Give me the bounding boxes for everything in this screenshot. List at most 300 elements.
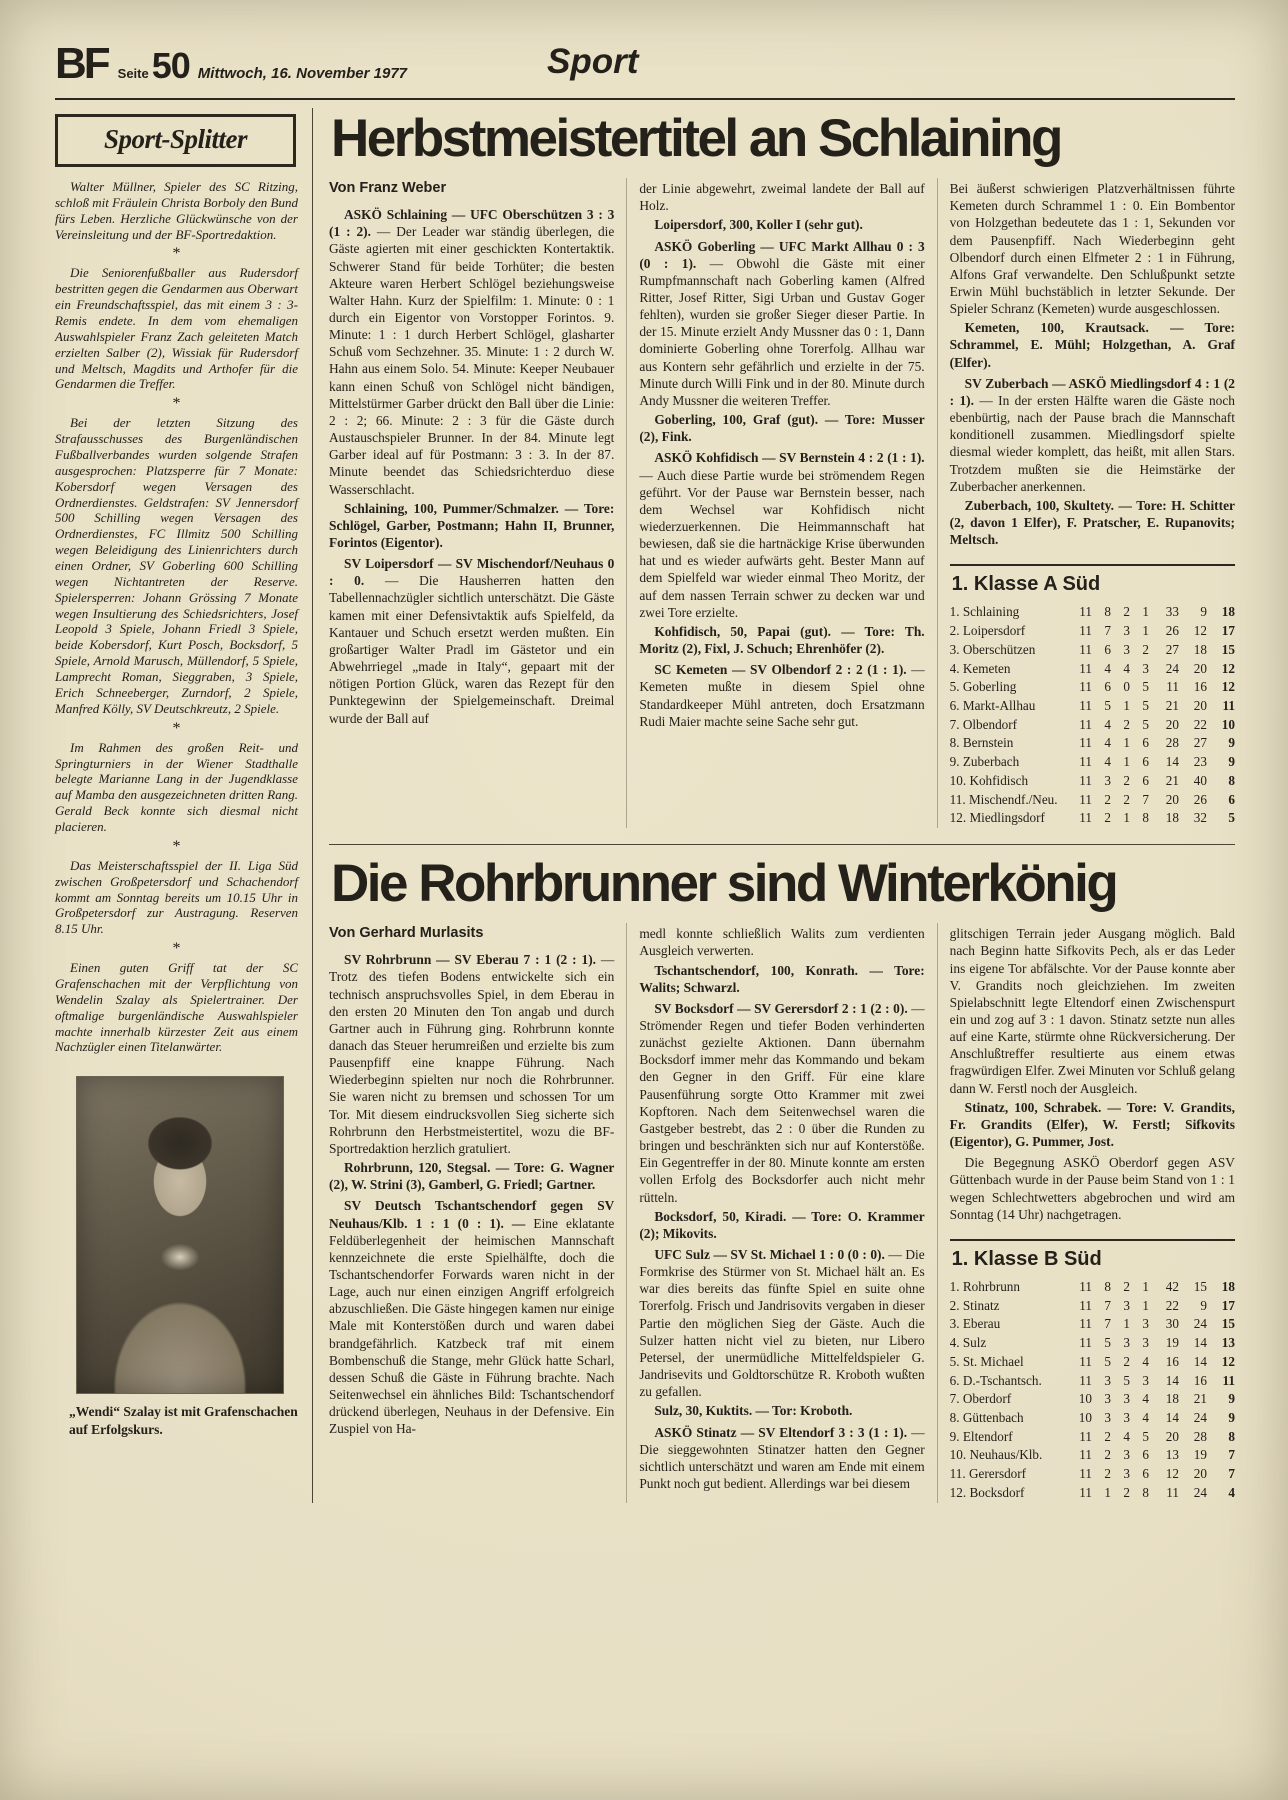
report-paragraph xyxy=(329,1159,614,1193)
stat-points: 11 xyxy=(1222,698,1235,713)
table-row xyxy=(950,1390,1235,1409)
stat-games: 11 xyxy=(1079,660,1092,676)
stat-points: 10 xyxy=(1221,716,1235,732)
section-title: Sport xyxy=(547,42,639,81)
match-lead: SV Bocksdorf — SV Gerersdorf 2 : 1 (2 : 0). xyxy=(654,1000,908,1016)
stat-points: 9 xyxy=(1228,754,1235,770)
stat-goals-against: 18 xyxy=(1193,641,1207,657)
stat-goals-for: 18 xyxy=(1165,810,1179,826)
stat-draws: 1 xyxy=(1123,754,1130,770)
match-text: — Kemeten mußte in diesem Spiel ohne Standardkeeper Mühl antreten, doch Ersatzmann Rudi Maier machte seine Sache sehr gut. xyxy=(639,662,925,729)
report-paragraph xyxy=(950,925,1235,1097)
stat-points: 12 xyxy=(1221,660,1235,676)
stat-games: 11 xyxy=(1079,1316,1092,1332)
report-paragraph xyxy=(639,661,924,730)
stat-draws: 2 xyxy=(1123,604,1130,620)
report-paragraph xyxy=(950,1154,1235,1223)
report-paragraph xyxy=(950,180,1235,317)
team-name: 10. Kohfidisch xyxy=(949,772,1029,788)
table-row xyxy=(950,772,1235,791)
stat-goals-for: 28 xyxy=(1165,735,1179,751)
team-name: 7. Oberdorf xyxy=(949,1391,1012,1407)
article1-col2 xyxy=(626,178,936,828)
stat-games: 11 xyxy=(1079,641,1092,657)
match-text: — Die Formkrise des Stürmer von St. Michael hält an. Es war dies bereits das fünfte Spiel en suite ohne Torerfolg. Frisch und Jandrisovits vergaben in dieser Partie den möglichen Sieg der Gäste. Auch die Sulzer hatten nicht viel zu bieten, nur Libero Petersel, der unermüdliche Mittelfeldspieler G. Jandrisevits und Goldtorschütze R. Kroboth wußten zu gefallen. xyxy=(639,1247,925,1400)
stat-losses: 1 xyxy=(1142,623,1149,639)
stat-losses: 4 xyxy=(1142,1353,1149,1369)
table-row xyxy=(950,1428,1235,1447)
splitter-paragraph: Im Rahmen des großen Reit- und Springturniers in der Wiener Stadthalle belegte Marianne Lang in der Jugendklasse auf Mamba den ausgezeichneten dritten Rang. Gerald Beck konnte sich diesmal nicht placieren. xyxy=(55,739,298,834)
stat-losses: 5 xyxy=(1142,1428,1149,1444)
stat-goals-for: 14 xyxy=(1165,1372,1179,1388)
table-row xyxy=(950,660,1235,679)
match-lead: ASKÖ Stinatz — SV Eltendorf 3 : 3 (1 : 1). xyxy=(654,1424,908,1440)
stat-points: 15 xyxy=(1221,1316,1235,1332)
match-text: Schlaining, 100, Pummer/Schmalzer. — Tore: Schlögel, Garber, Postmann; Hahn II, Brunner, Forintos (Eigentor). xyxy=(329,500,615,551)
stat-goals-for: 21 xyxy=(1165,772,1179,788)
team-name: 5. Goberling xyxy=(949,679,1017,695)
stat-losses: 6 xyxy=(1142,735,1149,751)
stat-draws: 4 xyxy=(1123,1428,1130,1444)
stat-draws: 3 xyxy=(1123,1409,1130,1425)
team-name: 12. Miedlingsdorf xyxy=(949,810,1045,826)
stat-goals-for: 24 xyxy=(1165,660,1179,676)
stat-goals-for: 18 xyxy=(1165,1391,1179,1407)
team-name: 9. Zuberbach xyxy=(949,754,1020,770)
match-text: — Der Leader war ständig überlegen, die Gäste agierten mit einer geschickten Kontertaktik. Schwerer Stand für beide Torhüter; die besten Akteure waren Herbert Schlögel beziehungsweise Walter Hahn. Kurz der Spielfilm: 1. Minute: 0 : 1 durch ein Eigentor von Vorstopper Forintos. 9. Minute: 1 : 1 durch Herbert Schlögel, glasharter Schuß vom Sechzehner. 35. Minute: 1 : 2 durch W. Hahn aus einem Solo. 54. Minute: Keeper Neubauer kann einen Schuß von Schlögel nicht bändigen, Mittelstürmer Garber drückt den Ball über die Linie: 2 : 2; 66. Minute: 2 : 3 für die Gäste durch Austauschspieler Brunner. In der 84. Minute legt Garber ideal auf für Postmann: 3 : 3. In der 87. Minute beendet das Schiedsrichterduo diese Wasserschlacht. xyxy=(329,224,615,497)
stat-wins: 3 xyxy=(1104,772,1111,788)
stat-goals-against: 27 xyxy=(1193,735,1207,751)
team-name: 3. Eberau xyxy=(949,1316,1001,1332)
team-name: 5. St. Michael xyxy=(949,1353,1024,1369)
stat-draws: 2 xyxy=(1123,1353,1130,1369)
splitter-paragraph: Das Meisterschaftsspiel der II. Liga Süd zwischen Großpetersdorf und Schachendorf kommt am Sonntag bereits um 10.15 Uhr in Großpetersdorf zur Austragung. Reserven 8.15 Uhr. xyxy=(55,857,298,937)
stat-goals-against: 9 xyxy=(1200,604,1207,620)
splitter-paragraph: Walter Müllner, Spieler des SC Ritzing, schloß mit Fräulein Christa Borboly den Bund fürs Leben. Herzliche Glückwünsche von der Vereinsleitung und der BF-Sportredaktion. xyxy=(55,179,298,242)
team-name: 9. Eltendorf xyxy=(949,1428,1013,1444)
stat-draws: 2 xyxy=(1123,772,1130,788)
stat-wins: 8 xyxy=(1104,1278,1111,1294)
team-name: 6. Markt-Allhau xyxy=(949,698,1036,713)
match-text: Stinatz, 100, Schrabek. — Tore: V. Grandits, Fr. Grandits (Elfer), W. Ferstl; Sifkovits (Eigentor), G. Pummer, Jost. xyxy=(949,1099,1235,1150)
match-text: Zuberbach, 100, Skultety. — Tore: H. Schitter (2, davon 1 Elfer), F. Pratscher, E. Rupanovits; Meltsch. xyxy=(949,497,1235,548)
team-name: 7. Olbendorf xyxy=(949,716,1018,732)
stat-draws: 2 xyxy=(1123,791,1130,807)
team-name: 11. Gerersdorf xyxy=(949,1466,1027,1482)
stat-losses: 6 xyxy=(1142,754,1149,770)
table-row xyxy=(950,603,1235,622)
team-name: 10. Neuhaus/Klb. xyxy=(949,1447,1043,1463)
report-paragraph xyxy=(329,1197,614,1437)
separator-star: * xyxy=(172,245,181,263)
stat-points: 8 xyxy=(1228,772,1235,788)
stat-games: 11 xyxy=(1079,810,1092,826)
table-row xyxy=(950,1484,1235,1503)
report-paragraph xyxy=(329,951,614,1157)
stat-points: 12 xyxy=(1221,679,1235,695)
table-row xyxy=(950,1278,1235,1297)
stat-games: 11 xyxy=(1079,623,1092,639)
masthead xyxy=(55,34,1235,100)
match-text: Rohrbrunn, 120, Stegsal. — Tore: G. Wagner (2), W. Strini (3), Gamberl, G. Friedl; Gartner. xyxy=(329,1160,615,1193)
page-number: 50 xyxy=(151,45,190,86)
stat-wins: 6 xyxy=(1104,641,1111,657)
stat-wins: 1 xyxy=(1104,1484,1111,1500)
match-text: Goberling, 100, Graf (gut). — Tore: Musser (2), Fink. xyxy=(639,412,925,445)
report-paragraph xyxy=(639,962,924,996)
match-text: — Obwohl die Gäste mit einer Rumpfmannschaft nach Goberling kamen (Alfred Ritter, Josef Ritter, Sigi Urban und Gustav Goger fehlten), wurden sie großer Sieger dieser Partie. In der 15. Minute erzielt Andy Mussner das 0 : 1, Dann dominierte Goberling ohne Torerfolg. Allhau war aus Kontern sehr gefährlich und erzielte in der 75. Minute durch Willi Fink und in der 80. Minute durch Andy Mussner die weiteren Treffer. xyxy=(639,255,925,408)
match-lead: ASKÖ Kohfidisch — SV Bernstein 4 : 2 (1 : 1). xyxy=(654,450,925,466)
stat-points: 18 xyxy=(1221,604,1235,620)
stat-goals-against: 28 xyxy=(1193,1428,1207,1444)
stat-games: 11 xyxy=(1079,679,1092,695)
page-content xyxy=(55,108,1235,1503)
edition-date: Mittwoch, 16. November 1977 xyxy=(197,65,408,82)
match-text: Sulz, 30, Kuktits. — Tor: Kroboth. xyxy=(654,1403,853,1419)
match-text: Kohfidisch, 50, Papai (gut). — Tore: Th. Moritz (2), Fixl, J. Schuch; Ehrenhöfer (2). xyxy=(639,623,925,657)
table-row xyxy=(950,1446,1235,1465)
stat-losses: 1 xyxy=(1142,604,1149,620)
article2-col2 xyxy=(626,923,936,1502)
report-paragraph xyxy=(329,500,614,551)
separator-star: * xyxy=(172,940,181,958)
stat-losses: 6 xyxy=(1142,1447,1149,1463)
stat-goals-for: 21 xyxy=(1165,698,1179,713)
stat-losses: 1 xyxy=(1142,1297,1149,1313)
stat-draws: 2 xyxy=(1123,716,1130,732)
stat-wins: 2 xyxy=(1104,1447,1111,1463)
stat-points: 9 xyxy=(1228,1409,1235,1425)
stat-goals-against: 24 xyxy=(1193,1409,1207,1425)
article1-col1 xyxy=(329,178,626,828)
page-label: Seite xyxy=(117,66,149,81)
report-paragraph xyxy=(329,555,614,727)
table-row xyxy=(950,1297,1235,1316)
table-row xyxy=(950,1409,1235,1428)
stat-losses: 3 xyxy=(1142,1372,1149,1388)
article2-byline: Von Gerhard Murlasits xyxy=(329,925,484,942)
article-herbstmeistertitel xyxy=(329,109,1235,828)
report-paragraph xyxy=(639,1424,924,1493)
table-row xyxy=(950,791,1235,810)
report-paragraph xyxy=(639,180,924,214)
table-row xyxy=(950,1334,1235,1353)
stat-wins: 2 xyxy=(1104,1428,1111,1444)
stat-goals-against: 15 xyxy=(1193,1278,1207,1294)
stat-points: 9 xyxy=(1228,735,1235,751)
splitter-item xyxy=(55,179,298,262)
stat-games: 11 xyxy=(1079,1484,1092,1500)
stat-games: 10 xyxy=(1078,1409,1092,1425)
match-lead: SV Rohrbrunn — SV Eberau 7 : 1 (2 : 1). xyxy=(344,952,597,968)
stat-draws: 3 xyxy=(1123,1297,1130,1313)
report-paragraph xyxy=(950,319,1235,370)
stat-goals-for: 33 xyxy=(1165,604,1179,620)
stat-games: 11 xyxy=(1079,1353,1092,1369)
team-name: 3. Oberschützen xyxy=(949,641,1036,657)
team-name: 2. Stinatz xyxy=(949,1297,1000,1313)
report-paragraph xyxy=(639,1000,924,1206)
table-row xyxy=(950,1353,1235,1372)
stat-goals-against: 21 xyxy=(1193,1391,1207,1407)
stat-goals-against: 14 xyxy=(1193,1353,1207,1369)
stat-goals-against: 24 xyxy=(1193,1316,1207,1332)
stat-points: 13 xyxy=(1221,1335,1235,1351)
table-row xyxy=(950,697,1235,716)
stat-losses: 2 xyxy=(1142,641,1149,657)
stat-wins: 7 xyxy=(1104,1297,1111,1313)
team-name: 6. D.-Tschantsch. xyxy=(949,1372,1042,1388)
stat-goals-against: 23 xyxy=(1193,754,1207,770)
league-table-b-sued xyxy=(950,1239,1235,1503)
article2-columns xyxy=(329,923,1235,1502)
stat-games: 11 xyxy=(1079,791,1092,807)
stat-goals-for: 19 xyxy=(1165,1335,1179,1351)
report-paragraph xyxy=(950,1099,1235,1150)
stat-goals-for: 42 xyxy=(1165,1278,1179,1294)
stat-draws: 3 xyxy=(1123,1447,1130,1463)
match-lead: ASKÖ Goberling — UFC Markt Allhau 0 : 3 (0 : 1). xyxy=(639,238,925,271)
stat-points: 6 xyxy=(1228,791,1235,807)
match-text: Bei äußerst schwierigen Platzverhältnissen führte Kemeten durch Schrammel 1 : 0. Ein Bombentor von Holzgethan bedeutete das 1 : 1, Sekunden vor dem Pausenpfiff. Nach Wiederbeginn geht Olbendorf durch einen Elfmeter 2 : 1 in Führung, Alfons Graf verwandelte. Den Schlußpunkt setzte Erwin Mühl buchstäblich in letzter Sekunde. Der Spieler Schranz (Kemeten) wurde ausgeschlossen. xyxy=(949,181,1235,317)
article1-headline: Herbstmeistertitel an Schlaining xyxy=(331,109,1061,168)
match-text: Die Begegnung ASKÖ Oberdorf gegen ASV Güttenbach wurde in der Pause beim Stand von 1 : 1 wegen Schlechtwetters abgebrochen und wird am Sonntag (14 Uhr) nachgetragen. xyxy=(949,1155,1235,1222)
szalay-portrait-photo xyxy=(77,1077,283,1393)
report-paragraph xyxy=(950,497,1235,548)
stat-wins: 5 xyxy=(1104,1335,1111,1351)
stat-wins: 3 xyxy=(1104,1372,1111,1388)
stat-goals-for: 20 xyxy=(1165,791,1179,807)
league-table-title: 1. Klasse A Süd xyxy=(950,564,1235,603)
team-name: 4. Sulz xyxy=(949,1335,987,1351)
match-text: medl konnte schließlich Walits zum verdienten Ausgleich verwerten. xyxy=(639,926,925,959)
stat-goals-against: 16 xyxy=(1193,1372,1207,1388)
stat-games: 11 xyxy=(1079,1297,1092,1313)
stat-goals-for: 16 xyxy=(1165,1353,1179,1369)
team-name: 11. Mischendf./Neu. xyxy=(949,791,1058,807)
stat-goals-for: 11 xyxy=(1166,1484,1179,1500)
stat-draws: 3 xyxy=(1123,641,1130,657)
stat-goals-for: 11 xyxy=(1166,679,1179,695)
stat-goals-for: 20 xyxy=(1165,1428,1179,1444)
team-name: 2. Loipersdorf xyxy=(949,623,1026,639)
stat-games: 11 xyxy=(1079,604,1092,620)
splitter-item xyxy=(55,960,298,1069)
stat-goals-against: 9 xyxy=(1200,1297,1207,1313)
stat-goals-against: 26 xyxy=(1193,791,1207,807)
stat-draws: 3 xyxy=(1123,1335,1130,1351)
stat-wins: 6 xyxy=(1104,679,1111,695)
article2-col3 xyxy=(937,923,1235,1502)
splitter-paragraph: Bei der letzten Sitzung des Strafausschusses des Burgenländischen Fußballverbandes wurden solgende Strafen ausgesprochen: Platzsperre für 7 Monate: Kobersdorf wegen Versagen des Ordnerdienstes. Geldstrafen: SV Jennersdorf 500 Schilling wegen Versagen des Ordnerdienstes, FC Illmitz 500 Schilling wegen Beleidigung des Linienrichters durch einen Ordner, SV Goberling 600 Schilling wegen Nichtantreten der Reserve. Spielersperren: Johann Grössing 7 Monate wegen Insultierung des Schiedsrichters, Josef Leopold 3 Spiele, Johann Friedl 3 Spiele, beide Kobersdorf, Kurt Posch, Bocksdorf, 5 Spiele, Arnold Marusch, Müllendorf, 5 Spiele, Lamprecht Roman, Sieggraben, 3 Spiele, Erich Schneeberger, Zurndorf, 2 Spiele, Manfred Kölly, SV Deutschkreutz, 2 Spiele. xyxy=(55,415,298,716)
stat-goals-against: 14 xyxy=(1193,1335,1207,1351)
stat-goals-against: 20 xyxy=(1193,698,1207,713)
stat-losses: 5 xyxy=(1142,679,1149,695)
table-row xyxy=(950,809,1235,828)
team-name: 4. Kemeten xyxy=(949,660,1011,676)
article2-headline: Die Rohrbrunner sind Winterkönig xyxy=(331,854,1117,914)
match-lead: ASKÖ Schlaining — UFC Oberschützen 3 : 3 (1 : 2). xyxy=(329,207,615,240)
report-paragraph xyxy=(639,238,924,410)
article1-byline: Von Franz Weber xyxy=(329,180,447,197)
stat-draws: 5 xyxy=(1123,1372,1130,1388)
stat-goals-against: 24 xyxy=(1193,1484,1207,1500)
stat-wins: 2 xyxy=(1104,791,1111,807)
stat-losses: 4 xyxy=(1142,1391,1149,1407)
table-row xyxy=(950,678,1235,697)
stat-draws: 3 xyxy=(1123,1466,1130,1482)
stat-points: 7 xyxy=(1228,1447,1235,1463)
stat-wins: 5 xyxy=(1104,1353,1111,1369)
stat-games: 11 xyxy=(1079,1447,1092,1463)
table-row xyxy=(950,716,1235,735)
stat-games: 11 xyxy=(1079,1372,1092,1388)
team-name: 1. Rohrbrunn xyxy=(949,1278,1020,1294)
splitter-item xyxy=(55,265,298,412)
match-text: glitschigen Terrain jeder Ausgang möglich. Bald nach Beginn hatte Sifkovits Pech, als er das Leder ins eigene Tor abfälschte. Vor der Pause konnte aber V. Grandits noch gleichziehen. Im zweiten Spielabschnitt legte Eltendorf einen Zwischenspurt ein und zog auf 3 : 1 davon. Stinatz setzte nun alles auf eine Karte, stürmte ohne Rückversicherung. Der Anschlußtreffer resultierte aus einem etwas fragwürdigen Elfer. Zwei Minuten vor Schluß gelang dann W. Ferstl noch der Ausgleich. xyxy=(949,926,1235,1096)
stat-points: 18 xyxy=(1221,1278,1235,1294)
stat-points: 15 xyxy=(1221,641,1235,657)
stat-losses: 8 xyxy=(1142,810,1149,826)
stat-games: 11 xyxy=(1079,716,1092,732)
stat-points: 5 xyxy=(1228,810,1235,826)
stat-draws: 1 xyxy=(1123,735,1130,751)
stat-draws: 2 xyxy=(1123,1278,1130,1294)
stat-games: 11 xyxy=(1079,735,1092,751)
match-text: — Die Hausherren hatten den Tabellennachzügler sichtlich unterschätzt. Die Gäste kamen mit einer Defensivtaktik aufs Spielfeld, da Kantauer und Schuch ersetzt werden mußten. Ein großartiger Walter Pradl im Gästetor und ein Abwehrriegel „made in Italy“, gepaart mit der nötigen Portion Glück, waren das Rezept für den Punktegewinn der Spielgemeinschaft. Dreimal wurde der Ball auf xyxy=(329,573,615,726)
report-paragraph xyxy=(639,623,924,657)
bf-logo: BF xyxy=(55,39,108,88)
match-text: der Linie abgewehrt, zweimal landete der Ball auf Holz. xyxy=(639,181,925,214)
match-text: — Strömender Regen und tiefer Boden verhinderten zunächst gezielte Aktionen. Dann übernahm Bocksdorf immer mehr das Kommando und bekam den Gegner in den Griff. Für eine klare Pausenführung sorgte Otto Krammer mit zwei Kopftoren. Nach dem Seitenwechsel waren die Gastgeber bestrebt, das 2 : 0 über die Runden zu bringen und beschränkten sich nur auf Konterstöße. Ein Gegentreffer in der 80. Minute konnte am ersten vollen Erfolg des Bocksdorfer auch nicht mehr rütteln. xyxy=(639,1000,925,1205)
article2-col1 xyxy=(329,923,626,1502)
stat-games: 11 xyxy=(1079,1335,1092,1351)
photo-caption: „Wendi“ Szalay ist mit Grafenschachen auf Erfolgskurs. xyxy=(69,1404,298,1437)
masthead-left xyxy=(55,34,1235,98)
match-text: — Die sieggewohnten Stinatzer hatten den Gegner sichtlich unterschätzt und waren am Ende mit einem Punkt noch gut bedient. Allerdings war bei diesem xyxy=(639,1424,925,1492)
match-text: Eine eklatante Feldüberlegenheit der heimischen Mannschaft kennzeichnete die erste Spielhälfte, doch die Tschantschendorfer Forwards waren nicht in der Lage, auch nur einen einzigen Angriff erfolgreich abzuschließen. Die Gäste hingegen kamen nur einige Male mit Konterstößen durch und waren dabei brandgefährlich. Katzbeck traf mit einem Bombenschuß die Stange, mehr Glück hatte Scharl, dessen Schuß die Gäste in Führung brachte. Nach Seitenwechsel ein ähnliches Bild: Tschantschendorf drückend überlegen, Neuhaus in der Defensive. Ein Zuspiel von Ha- xyxy=(329,1215,615,1437)
stat-goals-for: 14 xyxy=(1165,754,1179,770)
stat-wins: 7 xyxy=(1104,623,1111,639)
stat-points: 17 xyxy=(1221,1297,1235,1313)
stat-games: 10 xyxy=(1078,1391,1092,1407)
table-row xyxy=(950,622,1235,641)
match-text: Bocksdorf, 50, Kiradi. — Tore: O. Krammer (2); Mikovits. xyxy=(639,1208,925,1241)
separator-star: * xyxy=(172,837,181,855)
stat-losses: 8 xyxy=(1142,1484,1149,1500)
report-paragraph xyxy=(639,1246,924,1400)
stat-games: 11 xyxy=(1079,698,1092,713)
league-table-a-sued xyxy=(950,564,1235,828)
stat-goals-against: 22 xyxy=(1193,716,1207,732)
stat-games: 11 xyxy=(1079,772,1092,788)
team-name: 1. Schlaining xyxy=(949,604,1020,620)
stat-draws: 1 xyxy=(1123,698,1130,713)
table-row xyxy=(950,1372,1235,1391)
match-lead: SV Deutsch Tschantschendorf gegen SV Neuhaus/Klb. 1 : 1 (0 : 1). — xyxy=(329,1198,615,1231)
stat-goals-for: 14 xyxy=(1165,1409,1179,1425)
stat-points: 11 xyxy=(1222,1372,1235,1388)
stat-wins: 5 xyxy=(1104,698,1111,713)
separator-star: * xyxy=(172,395,181,413)
team-name: 12. Bocksdorf xyxy=(949,1484,1025,1500)
stat-games: 11 xyxy=(1079,754,1092,770)
stat-losses: 4 xyxy=(1142,1409,1149,1425)
stat-goals-for: 12 xyxy=(1165,1466,1179,1482)
stat-games: 11 xyxy=(1079,1466,1092,1482)
team-name: 8. Güttenbach xyxy=(949,1409,1024,1425)
stat-wins: 4 xyxy=(1104,754,1111,770)
stat-points: 7 xyxy=(1228,1466,1235,1482)
splitter-item xyxy=(55,740,298,855)
stat-games: 11 xyxy=(1079,1428,1092,1444)
stat-draws: 0 xyxy=(1123,679,1130,695)
stat-goals-for: 30 xyxy=(1165,1316,1179,1332)
stat-goals-against: 20 xyxy=(1193,1466,1207,1482)
stat-losses: 6 xyxy=(1142,1466,1149,1482)
stat-goals-for: 22 xyxy=(1165,1297,1179,1313)
stat-wins: 4 xyxy=(1104,660,1111,676)
table-row xyxy=(950,1465,1235,1484)
sport-splitter-title: Sport-Splitter xyxy=(103,124,248,154)
stat-losses: 1 xyxy=(1142,1278,1149,1294)
article1-col3 xyxy=(937,178,1235,828)
match-lead: SC Kemeten — SV Olbendorf 2 : 2 (1 : 1). xyxy=(654,662,907,678)
stat-losses: 7 xyxy=(1142,791,1149,807)
report-paragraph xyxy=(329,206,614,498)
stat-wins: 2 xyxy=(1104,1466,1111,1482)
stat-losses: 5 xyxy=(1142,698,1149,713)
stat-goals-against: 40 xyxy=(1193,772,1207,788)
stat-points: 4 xyxy=(1228,1484,1235,1500)
match-text: — Auch diese Partie wurde bei strömendem Regen geführt. Vor der Pause war Bernstein besser, nach dem Wechsel war Kohfidisch nicht wiederzuerkennen. Die Heimmannschaft hat bewiesen, daß sie die hartnäckige Krise überwunden hat und es wieder aufwärts geht. Bester Mann auf dem Spielfeld war wieder einmal Theo Moritz, der auf dem nassen Terrain schwer zu decken war und zwei Tore erzielte. xyxy=(639,467,925,620)
stat-wins: 4 xyxy=(1104,716,1111,732)
report-paragraph xyxy=(639,1208,924,1242)
stat-losses: 3 xyxy=(1142,1335,1149,1351)
stat-goals-against: 12 xyxy=(1193,623,1207,639)
separator-star xyxy=(55,1059,298,1069)
splitter-paragraph: Einen guten Griff tat der SC Grafenschachen mit der Verpflichtung von Wendelin Szalay als Spielertrainer. Der oftmalige burgenländische Auswahlspieler machte innerhalb kürzester Zeit aus einem Nachzügler einen Titelanwärter. xyxy=(55,960,298,1055)
stat-points: 8 xyxy=(1228,1428,1235,1444)
stat-goals-for: 26 xyxy=(1165,623,1179,639)
report-paragraph xyxy=(950,375,1235,495)
match-text: Kemeten, 100, Krautsack. — Tore: Schrammel, E. Mühl; Holzgethan, A. Graf (Elfer). xyxy=(949,320,1235,370)
stat-draws: 1 xyxy=(1123,810,1130,826)
stat-draws: 1 xyxy=(1123,1316,1130,1332)
match-text: — Trotz des tiefen Bodens entwickelte sich ein technisch anspruchsvolles Spiel, in dem Eberau in den ersten 20 Minuten den Ton angab und durch Gartner auch in Führung ging. Rohrbrunn konnte danach das Steuer herumreißen und erzielte bis zum Pausenpfiff eine knappe Führung. Nach Wiederbeginn spielten nur noch die Rohrbrunner. Sie waren nicht zu bremsen und schossen Tor um Tor. Mit diesem eindrucksvollen Sieg sicherte sich Rohrbrunn den Herbstmeistertitel, wozu die BF-Sportredaktion herzlich gratuliert. xyxy=(329,952,615,1156)
match-lead: SV Loipersdorf — SV Mischendorf/Neuhaus 0 : 0. xyxy=(329,556,615,589)
stat-goals-for: 27 xyxy=(1165,641,1179,657)
stat-wins: 3 xyxy=(1104,1409,1111,1425)
stat-draws: 3 xyxy=(1123,1391,1130,1407)
stat-wins: 7 xyxy=(1104,1316,1111,1332)
stat-goals-against: 20 xyxy=(1193,660,1207,676)
splitter-paragraph: Die Seniorenfußballer aus Rudersdorf bestritten gegen die Gendarmen aus Oberwart ein Freundschaftsspiel, das mit einem 3 : 3-Remis endete. In dem vom ehemaligen Auswahlspieler Franz Zach geleiteten Match erzielten Salber (2), Wissiak für Rudersdorf und Meltsch, Magdits und Arthofer für die Gendarmen die Treffer. xyxy=(55,265,298,392)
stat-points: 17 xyxy=(1221,623,1235,639)
match-text: Loipersdorf, 300, Koller I (sehr gut). xyxy=(654,217,863,233)
league-table-title: 1. Klasse B Süd xyxy=(950,1239,1235,1278)
report-paragraph xyxy=(639,411,924,445)
sport-splitter-column xyxy=(55,108,313,1503)
report-paragraph xyxy=(639,449,924,621)
stat-losses: 5 xyxy=(1142,716,1149,732)
match-lead: SV Zuberbach — ASKÖ Miedlingsdorf 4 : 1 (2 : 1). xyxy=(949,375,1235,408)
stat-goals-for: 13 xyxy=(1165,1447,1179,1463)
table-row xyxy=(950,641,1235,660)
table-row xyxy=(950,1315,1235,1334)
stat-draws: 3 xyxy=(1123,623,1130,639)
match-lead: UFC Sulz — SV St. Michael 1 : 0 (0 : 0). xyxy=(654,1247,885,1262)
